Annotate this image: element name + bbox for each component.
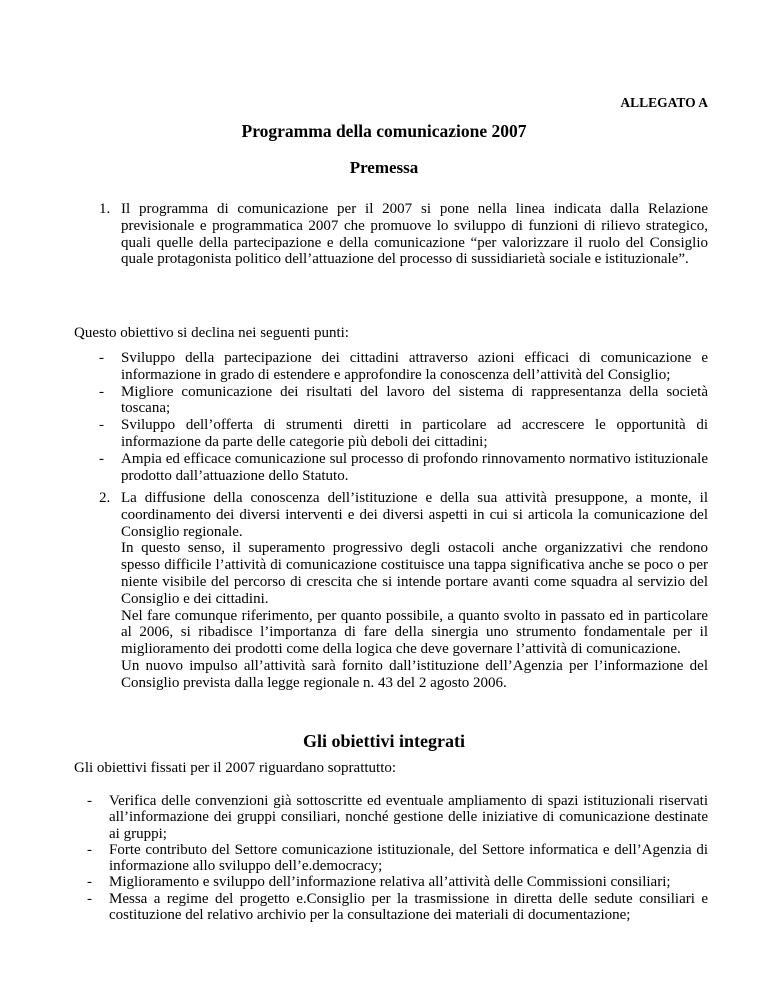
item-text: Il programma di comunicazione per il 2007 si pone nella linea indicata dalla Relazione previsionale e programmatica 2007 che promuove lo sviluppo di funzioni di rilievo strategico, quali quelle della partecipazione e della comunicazione “per valorizzare il ruolo del Consiglio quale protagonista politico dell’attuazione del processo di sussidiarietà sociale e istituzionale”. (121, 201, 708, 268)
item-paragraph: In questo senso, il superamento progressivo degli ostacoli anche organizzativi che rendono spesso difficile l’attività di comunicazione costituisce una tappa significativa anche se poco o per niente visibile del percorso di crescita che si intende portare avanti come squadra al servizio del Consiglio e dei cittadini. (121, 540, 708, 607)
item-number: 1. (99, 201, 111, 217)
list-item-text: Miglioramento e sviluppo dell’informazione relativa all’attività delle Commissioni consiliari; (109, 874, 671, 891)
list-item (74, 874, 708, 890)
numbered-item-1 (74, 201, 708, 268)
item-paragraph: Nel fare comunque riferimento, per quanto possibile, a quanto svolto in passato ed in particolare al 2006, si ribadisce l’importanza di fare della sinergia uno strumento fondamentale per il miglioramento dei prodotti come della logica che deve governare l’attività di comunicazione. (121, 607, 708, 658)
list-item (74, 793, 708, 842)
annex-label: ALLEGATO A (620, 95, 708, 110)
intro-paragraph-1: Questo obiettivo si declina nei seguenti punti: (74, 325, 349, 341)
list-item (74, 891, 708, 924)
dash-bullet: - (99, 350, 104, 366)
dash-bullet: - (87, 890, 92, 907)
list-item (74, 842, 708, 875)
list-item-text: Messa a regime del progetto e.Consiglio per la trasmissione in diretta delle sedute consiliari e costituzione del relativo archivio per la consultazione dei materiali di documentazione; (109, 890, 708, 924)
numbered-item-2 (74, 490, 708, 692)
list-item (74, 417, 708, 451)
bullet-list-2 (74, 793, 708, 923)
list-item (74, 384, 708, 418)
intro-paragraph-2: Gli obiettivi fissati per il 2007 riguardano soprattutto: (74, 760, 397, 776)
list-item-text: Sviluppo dell’offerta di strumenti diretti in particolare ad accrescere le opportunità di informazione da parte delle categorie più deboli dei cittadini; (121, 417, 708, 450)
list-item-text: Forte contributo del Settore comunicazione istituzionale, del Settore informatica e dell’Agenzia di informazione allo sviluppo dell’e.democracy; (109, 841, 708, 875)
dash-bullet: - (99, 450, 104, 467)
section-heading-obiettivi: Gli obiettivi integrati (303, 731, 465, 751)
dash-bullet: - (87, 841, 92, 858)
list-item (74, 451, 708, 485)
item-number: 2. (99, 490, 111, 506)
list-item-text: Migliore comunicazione dei risultati del lavoro del sistema di rappresentanza della società toscana; (121, 383, 708, 417)
list-item-text: Ampia ed efficace comunicazione sul processo di profondo rinnovamento normativo istituzionale prodotto dall’attuazione dello Statuto. (121, 450, 708, 484)
bullet-list-1 (74, 350, 708, 484)
item-paragraph: Un nuovo impulso all’attività sarà fornito dall’istituzione dell’Agenzia per l’informazione del Consiglio prevista dalla legge regionale n. 43 del 2 agosto 2006. (121, 657, 708, 691)
dash-bullet: - (99, 383, 104, 400)
document-title: Programma della comunicazione 2007 (241, 121, 527, 141)
item-paragraph: La diffusione della conoscenza dell’istituzione e della sua attività presuppone, a monte, il coordinamento dei diversi interventi e dei diversi aspetti in cui si articola la comunicazione del Consiglio regionale. (121, 490, 708, 540)
dash-bullet: - (87, 793, 92, 809)
dash-bullet: - (99, 417, 104, 434)
list-item-text: Verifica delle convenzioni già sottoscritte ed eventuale ampliamento di spazi istituzionali riservati all’informazione dei gruppi consiliari, nonché gestione delle iniziative di comunicazione destinate ai gruppi; (109, 793, 708, 842)
section-heading-premessa: Premessa (349, 158, 419, 177)
list-item-text: Sviluppo della partecipazione dei cittadini attraverso azioni efficaci di comunicazione e informazione in grado di estendere e approfondire la conoscenza dell’attività del Consiglio; (121, 350, 708, 383)
list-item (74, 350, 708, 384)
dash-bullet: - (87, 874, 92, 891)
